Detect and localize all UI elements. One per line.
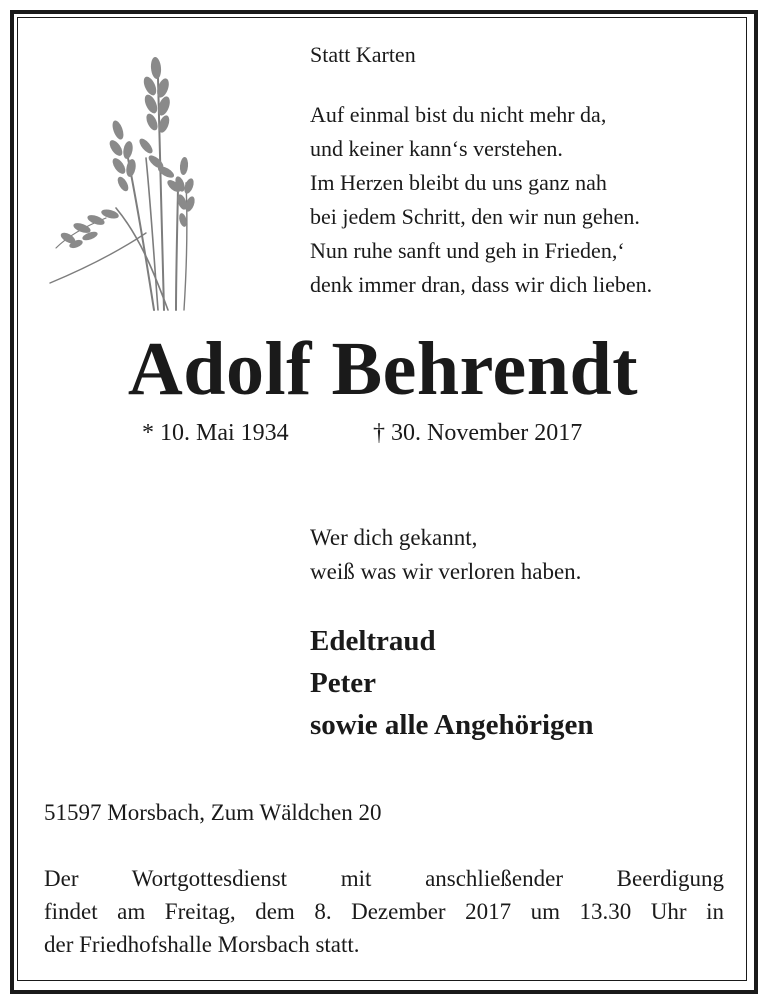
wheat-icon [46,38,216,313]
poem-line: Auf einmal bist du nicht mehr da, [310,102,607,127]
poem-line: Im Herzen bleibt du uns ganz nah [310,170,607,195]
deceased-name: Adolf Behrendt [127,327,639,411]
notice-line: Der Wortgottesdienst mit anschließender Beerdigung [44,866,724,891]
poem-line: bei jedem Schritt, den wir nun gehen. [310,204,640,229]
verse-line: Wer dich gekannt, [310,525,478,550]
funeral-notice [44,862,724,961]
mourner-name: Edeltraud [310,625,436,657]
poem-line: Nun ruhe sanft und geh in Frieden,‘ [310,238,625,263]
notice-line: der Friedhofshalle Morsbach statt. [44,932,360,957]
poem-line: denk immer dran, dass wir dich lieben. [310,272,653,297]
mourners [310,620,594,746]
address: 51597 Morsbach, Zum Wäldchen 20 [44,800,382,825]
death-date: † 30. November 2017 [373,420,583,446]
birth-date: * 10. Mai 1934 [142,420,289,446]
notice-line: findet am Freitag, dem 8. Dezember 2017 um 13.30 Uhr in [44,899,724,924]
mourner-name: sowie alle Angehörigen [310,709,594,741]
mourner-name: Peter [310,667,376,699]
poem-line: und keiner kann‘s verstehen. [310,136,563,161]
verse-line: weiß was wir verloren haben. [310,559,582,584]
poem [310,98,652,302]
statt-karten-label: Statt Karten [310,42,416,67]
verse [310,521,581,589]
